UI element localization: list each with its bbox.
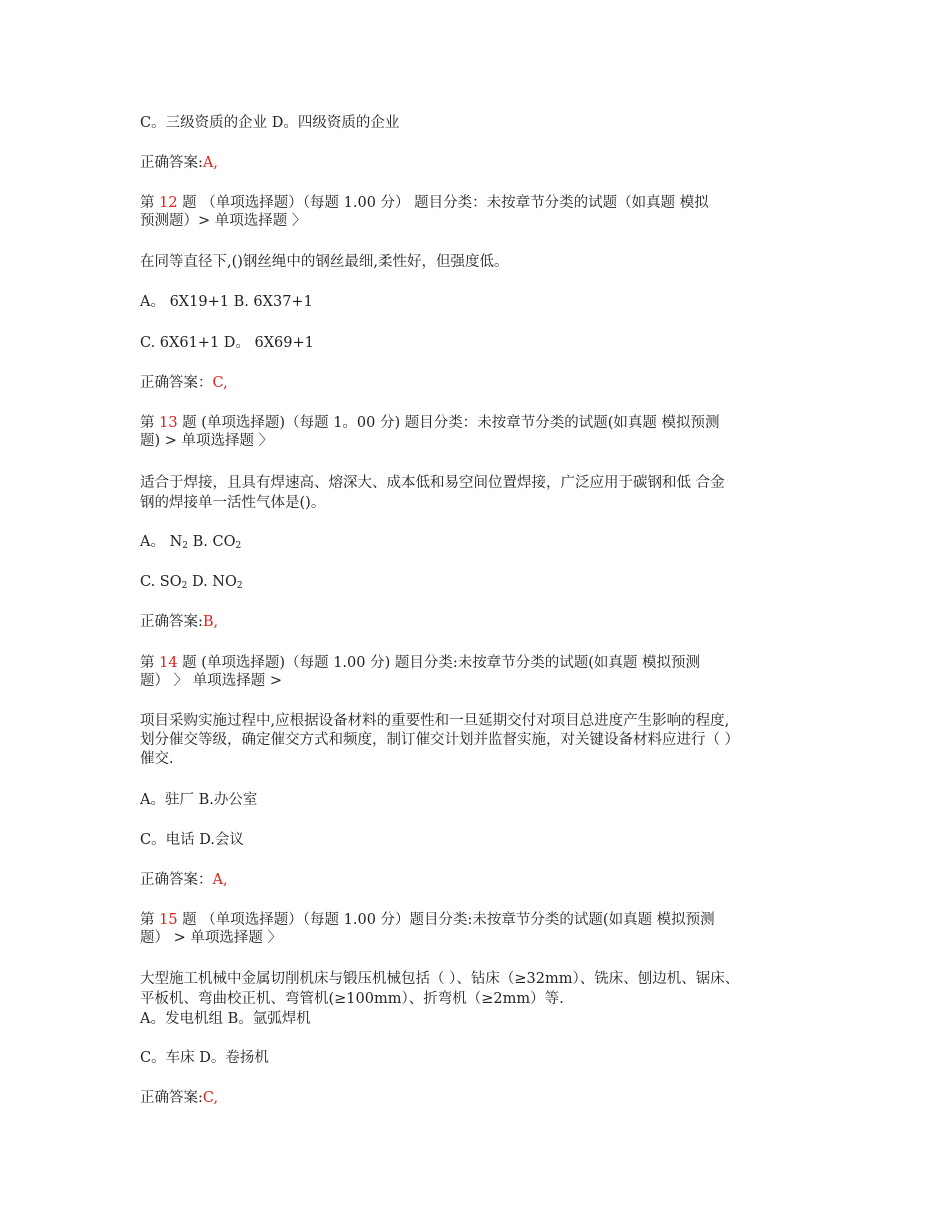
answer-label: 正确答案： [140, 375, 213, 391]
option-a: A。 N [140, 534, 183, 550]
q12-header [140, 194, 815, 212]
q11-options-cd: C。三级资质的企业 D。四级资质的企业 [140, 115, 400, 131]
q15-body-1: 大型施工机械中金属切削机床与锻压机械包括（ ）、钻床（≥32mm）、铣床、刨边机、锯床、 [140, 971, 740, 987]
q12-answer [140, 374, 815, 392]
question-number: 12 [159, 195, 178, 211]
option-c: C. SO [140, 574, 182, 590]
q12-options-ab: A。 6X19+1 B. 6X37+1 [140, 294, 313, 310]
subscript: 2 [236, 581, 243, 591]
q15-header [140, 911, 815, 929]
q13-body-2: 钢的焊接单一活性气体是()。 [140, 495, 326, 511]
header-prefix: 第 [140, 195, 160, 211]
q13-options-cd [140, 573, 815, 595]
option-b: B. CO [188, 534, 236, 550]
subscript: 2 [181, 581, 188, 591]
q14-header-cont: 题） 〉 单项选择题 > [140, 673, 282, 689]
q14-body-2: 划分催交等级，确定催交方式和频度，制订催交计划并监督实施，对关键设备材料应进行（ ） [140, 732, 740, 748]
question-number: 13 [159, 415, 178, 431]
q13-options-ab [140, 533, 815, 555]
q15-body-2: 平板机、弯曲校正机、弯管机(≥100mm）、折弯机（≥2mm）等. [140, 991, 564, 1007]
answer-value: A, [212, 872, 228, 888]
header-prefix: 第 [140, 415, 160, 431]
subscript: 2 [235, 541, 242, 551]
header-prefix: 第 [140, 912, 160, 928]
header-prefix: 第 [140, 655, 160, 671]
q14-options-ab: A。驻厂 B.办公室 [140, 792, 258, 808]
header-text: 题 （单项选择题）（每题 1.00 分） 题目分类：未按章节分类的试题（如真题 模拟 [177, 195, 709, 211]
q14-body-3: 催交. [140, 751, 174, 767]
q12-options-cd: C. 6X61+1 D。 6X69+1 [140, 335, 314, 351]
header-text: 题 （单项选择题）（每题 1.00 分）题目分类:未按章节分类的试题(如真题 模拟预测 [177, 912, 715, 928]
q15-header-cont: 题） > 单项选择题 〉 [140, 930, 282, 946]
answer-value: C, [212, 375, 228, 391]
answer-label: 正确答案: [140, 155, 203, 171]
q15-options-ab: A。发电机组 B。氩弧焊机 [140, 1011, 311, 1027]
question-number: 15 [159, 912, 178, 928]
answer-value: B, [202, 614, 219, 630]
q15-answer [140, 1089, 815, 1107]
answer-label: 正确答案: [140, 614, 203, 630]
answer-value: A, [202, 155, 218, 171]
answer-label: 正确答案： [140, 872, 213, 888]
q12-body: 在同等直径下,()钢丝绳中的钢丝最细,柔性好，但强度低。 [140, 254, 509, 270]
answer-value: C, [202, 1090, 219, 1106]
header-text: 题 (单项选择题)（每题 1。00 分) 题目分类：未按章节分类的试题(如真题 模拟预测 [177, 415, 720, 431]
q14-options-cd: C。电话 D.会议 [140, 832, 244, 848]
q13-header-cont: 题) > 单项选择题 〉 [140, 433, 274, 449]
option-d: D. NO [187, 574, 237, 590]
q13-header [140, 414, 815, 432]
q14-body-1: 项目采购实施过程中,应根据设备材料的重要性和一旦延期交付对项目总进度产生影响的程度, [140, 713, 730, 729]
q14-header [140, 654, 815, 672]
header-text: 题 (单项选择题)（每题 1.00 分) 题目分类:未按章节分类的试题(如真题 模拟预测 [177, 655, 701, 671]
q12-header-cont: 预测题）> 单项选择题 〉 [140, 213, 307, 229]
q14-answer [140, 871, 815, 889]
q15-options-cd: C。车床 D。卷扬机 [140, 1050, 269, 1066]
subscript: 2 [182, 541, 189, 551]
q13-answer [140, 613, 815, 631]
answer-label: 正确答案: [140, 1090, 203, 1106]
question-number: 14 [159, 655, 178, 671]
q13-body-1: 适合于焊接，且具有焊速高、熔深大、成本低和易空间位置焊接，广泛应用于碳钢和低 合金 [140, 475, 725, 491]
q11-answer [140, 154, 815, 172]
